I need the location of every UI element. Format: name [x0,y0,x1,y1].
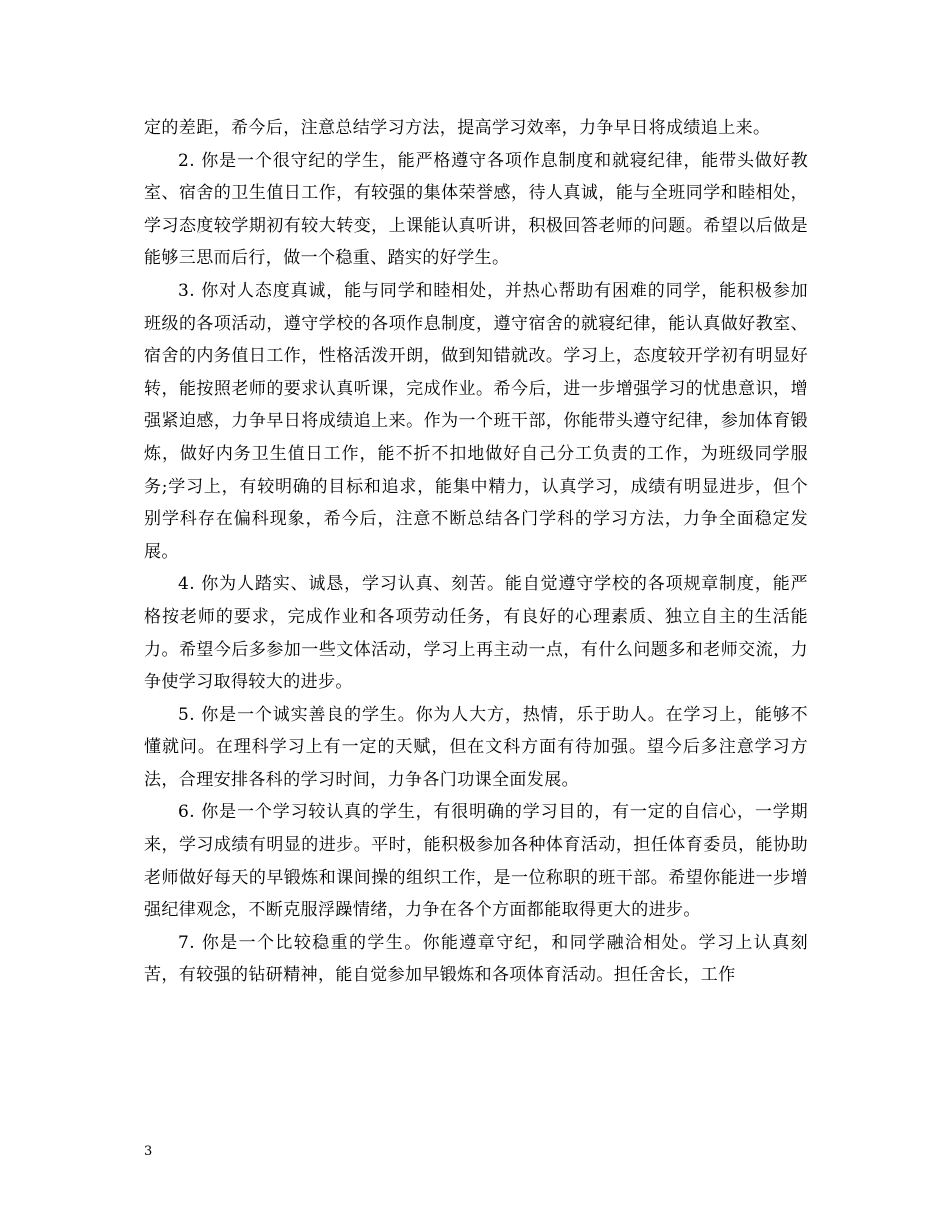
paragraph-comment-3: 3. 你对人态度真诚，能与同学和睦相处，并热心帮助有困难的同学，能积极参加班级的各项活动，遵守学校的各项作息制度，遵守宿舍的就寝纪律，能认真做好教室、宿舍的内务值日工作，性格活泼开朗，做到知错就改。学习上，态度较开学初有明显好转，能按照老师的要求认真听课，完成作业。希今后，进一步增强学习的忧患意识，增强紧迫感，力争早日将成绩追上来。作为一个班干部，你能带头遵守纪律，参加体育锻炼，做好内务卫生值日工作，能不折不扣地做好自己分工负责的工作，为班级同学服务;学习上，有较明确的目标和追求，能集中精力，认真学习，成绩有明显进步，但个别学科存在偏科现象，希今后，注意不断总结各门学科的学习方法，力争全面稳定发展。 [144,280,808,562]
paragraph-comment-7: 7. 你是一个比较稳重的学生。你能遵章守纪，和同学融洽相处。学习上认真刻苦，有较强的钻研精神，能自觉参加早锻炼和各项体育活动。担任舍长，工作 [144,932,808,986]
paragraph-comment-4: 4. 你为人踏实、诚恳，学习认真、刻苦。能自觉遵守学校的各项规章制度，能严格按老师的要求，完成作业和各项劳动任务，有良好的心理素质、独立自主的生活能力。希望今后多参加一些文体活动，学习上再主动一点，有什么问题多和老师交流，力争使学习取得较大的进步。 [144,574,808,693]
paragraph-comment-5: 5. 你是一个诚实善良的学生。你为人大方，热情，乐于助人。在学习上，能够不懂就问。在理科学习上有一定的天赋，但在文科方面有待加强。望今后多注意学习方法，合理安排各科的学习时间，力争各门功课全面发展。 [144,704,808,790]
paragraph-continuation: 定的差距，希今后，注意总结学习方法，提高学习效率，力争早日将成绩追上来。 [144,118,771,138]
document-body [144,112,808,992]
paragraph-comment-2: 2. 你是一个很守纪的学生，能严格遵守各项作息制度和就寝纪律，能带头做好教室、宿舍的卫生值日工作，有较强的集体荣誉感，待人真诚，能与全班同学和睦相处，学习态度较学期初有较大转变，上课能认真听讲，积极回答老师的问题。希望以后做是能够三思而后行，做一个稳重、踏实的好学生。 [144,150,808,269]
page-number: 3 [144,1144,153,1159]
paragraph-comment-6: 6. 你是一个学习较认真的学生，有很明确的学习目的，有一定的自信心，一学期来，学习成绩有明显的进步。平时，能积极参加各种体育活动，担任体育委员，能协助老师做好每天的早锻炼和课间操的组织工作，是一位称职的班干部。希望你能进一步增强纪律观念，不断克服浮躁情绪，力争在各个方面都能取得更大的进步。 [144,802,808,921]
